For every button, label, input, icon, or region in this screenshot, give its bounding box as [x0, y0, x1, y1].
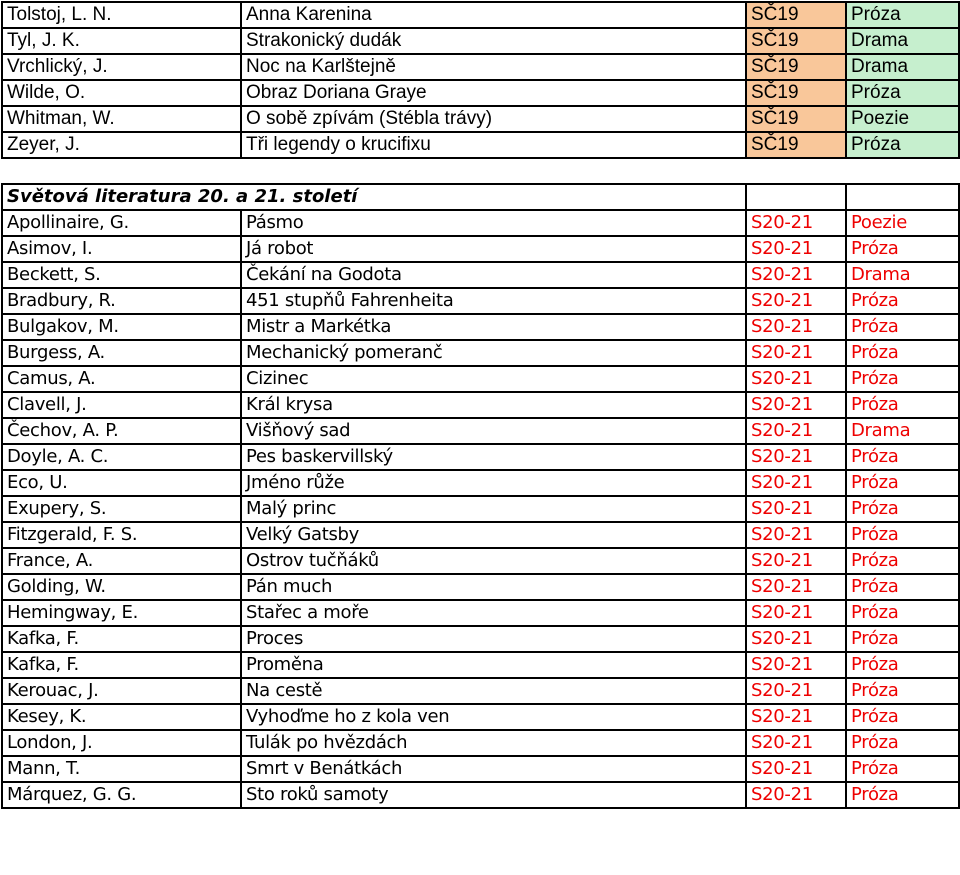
table-row — [2, 574, 959, 600]
genre-cell: Próza — [846, 340, 959, 366]
era-cell: S20-21 — [746, 470, 846, 496]
era-cell: S20-21 — [746, 210, 846, 236]
title-cell: Noc na Karlštejně — [241, 54, 746, 80]
era-cell: S20-21 — [746, 678, 846, 704]
spacer-cell — [846, 158, 959, 184]
author-cell: Čechov, A. P. — [2, 418, 241, 444]
title-cell: Já robot — [241, 236, 746, 262]
genre-cell: Drama — [846, 54, 959, 80]
era-cell: S20-21 — [746, 366, 846, 392]
table-row — [2, 600, 959, 626]
author-cell: Golding, W. — [2, 574, 241, 600]
table-row — [2, 522, 959, 548]
table-row — [2, 54, 959, 80]
title-cell: Stařec a moře — [241, 600, 746, 626]
genre-cell: Drama — [846, 262, 959, 288]
book-list-table — [1, 1, 960, 809]
author-cell: Clavell, J. — [2, 392, 241, 418]
era-cell: SČ19 — [746, 2, 846, 28]
genre-cell: Próza — [846, 314, 959, 340]
title-cell: Král krysa — [241, 392, 746, 418]
era-cell: S20-21 — [746, 600, 846, 626]
era-cell: S20-21 — [746, 522, 846, 548]
era-cell: S20-21 — [746, 392, 846, 418]
genre-cell: Próza — [846, 80, 959, 106]
title-cell: Mistr a Markétka — [241, 314, 746, 340]
era-cell: SČ19 — [746, 106, 846, 132]
genre-cell: Próza — [846, 574, 959, 600]
genre-cell: Próza — [846, 704, 959, 730]
spacer-cell — [241, 158, 746, 184]
author-cell: Kafka, F. — [2, 652, 241, 678]
era-cell: S20-21 — [746, 626, 846, 652]
author-cell: Fitzgerald, F. S. — [2, 522, 241, 548]
era-cell: S20-21 — [746, 574, 846, 600]
author-cell: Wilde, O. — [2, 80, 241, 106]
table-row — [2, 262, 959, 288]
empty-cell — [746, 184, 846, 210]
genre-cell: Próza — [846, 730, 959, 756]
table-row — [2, 210, 959, 236]
table-row — [2, 470, 959, 496]
author-cell: Burgess, A. — [2, 340, 241, 366]
era-cell: S20-21 — [746, 444, 846, 470]
genre-cell: Próza — [846, 522, 959, 548]
era-cell: S20-21 — [746, 418, 846, 444]
spacer-row — [2, 158, 959, 184]
era-cell: S20-21 — [746, 548, 846, 574]
table-row — [2, 678, 959, 704]
author-cell: Zeyer, J. — [2, 132, 241, 158]
author-cell: Bulgakov, M. — [2, 314, 241, 340]
table-row — [2, 782, 959, 808]
title-cell: O sobě zpívám (Stébla trávy) — [241, 106, 746, 132]
table-row — [2, 80, 959, 106]
genre-cell: Próza — [846, 756, 959, 782]
table-row — [2, 106, 959, 132]
genre-cell: Próza — [846, 470, 959, 496]
table-row — [2, 314, 959, 340]
genre-cell: Próza — [846, 444, 959, 470]
genre-cell: Poezie — [846, 210, 959, 236]
genre-cell: Próza — [846, 132, 959, 158]
genre-cell: Próza — [846, 236, 959, 262]
title-cell: Mechanický pomeranč — [241, 340, 746, 366]
table-row — [2, 730, 959, 756]
title-cell: Pán much — [241, 574, 746, 600]
section-header-row — [2, 184, 959, 210]
title-cell: Pes baskervillský — [241, 444, 746, 470]
author-cell: Kerouac, J. — [2, 678, 241, 704]
genre-cell: Drama — [846, 28, 959, 54]
era-cell: S20-21 — [746, 756, 846, 782]
title-cell: Jméno růže — [241, 470, 746, 496]
book-list-body — [2, 2, 959, 808]
era-cell: SČ19 — [746, 54, 846, 80]
title-cell: Višňový sad — [241, 418, 746, 444]
author-cell: Márquez, G. G. — [2, 782, 241, 808]
era-cell: S20-21 — [746, 496, 846, 522]
title-cell: Vyhoďme ho z kola ven — [241, 704, 746, 730]
era-cell: S20-21 — [746, 704, 846, 730]
title-cell: Tři legendy o krucifixu — [241, 132, 746, 158]
section-title: Světová literatura 20. a 21. století — [2, 184, 746, 210]
author-cell: France, A. — [2, 548, 241, 574]
title-cell: Tulák po hvězdách — [241, 730, 746, 756]
genre-cell: Próza — [846, 782, 959, 808]
title-cell: Sto roků samoty — [241, 782, 746, 808]
author-cell: Whitman, W. — [2, 106, 241, 132]
title-cell: Velký Gatsby — [241, 522, 746, 548]
genre-cell: Poezie — [846, 106, 959, 132]
author-cell: London, J. — [2, 730, 241, 756]
author-cell: Eco, U. — [2, 470, 241, 496]
era-cell: S20-21 — [746, 652, 846, 678]
era-cell: S20-21 — [746, 288, 846, 314]
table-row — [2, 756, 959, 782]
table-row — [2, 626, 959, 652]
author-cell: Bradbury, R. — [2, 288, 241, 314]
title-cell: Na cestě — [241, 678, 746, 704]
era-cell: S20-21 — [746, 730, 846, 756]
table-row — [2, 548, 959, 574]
table-row — [2, 496, 959, 522]
title-cell: 451 stupňů Fahrenheita — [241, 288, 746, 314]
table-row — [2, 418, 959, 444]
genre-cell: Próza — [846, 392, 959, 418]
table-row — [2, 704, 959, 730]
spacer-cell — [746, 158, 846, 184]
title-cell: Anna Karenina — [241, 2, 746, 28]
title-cell: Smrt v Benátkách — [241, 756, 746, 782]
table-row — [2, 366, 959, 392]
title-cell: Strakonický dudák — [241, 28, 746, 54]
era-cell: S20-21 — [746, 236, 846, 262]
title-cell: Obraz Doriana Graye — [241, 80, 746, 106]
table-row — [2, 652, 959, 678]
table-row — [2, 28, 959, 54]
table-row — [2, 2, 959, 28]
title-cell: Čekání na Godota — [241, 262, 746, 288]
genre-cell: Próza — [846, 2, 959, 28]
spacer-cell — [2, 158, 241, 184]
era-cell: S20-21 — [746, 314, 846, 340]
genre-cell: Próza — [846, 600, 959, 626]
author-cell: Tyl, J. K. — [2, 28, 241, 54]
genre-cell: Próza — [846, 548, 959, 574]
table-row — [2, 236, 959, 262]
genre-cell: Próza — [846, 652, 959, 678]
table-row — [2, 392, 959, 418]
title-cell: Proces — [241, 626, 746, 652]
genre-cell: Próza — [846, 626, 959, 652]
genre-cell: Drama — [846, 418, 959, 444]
era-cell: SČ19 — [746, 80, 846, 106]
author-cell: Vrchlický, J. — [2, 54, 241, 80]
title-cell: Cizinec — [241, 366, 746, 392]
era-cell: SČ19 — [746, 132, 846, 158]
author-cell: Kesey, K. — [2, 704, 241, 730]
author-cell: Kafka, F. — [2, 626, 241, 652]
genre-cell: Próza — [846, 496, 959, 522]
era-cell: S20-21 — [746, 262, 846, 288]
author-cell: Exupery, S. — [2, 496, 241, 522]
title-cell: Malý princ — [241, 496, 746, 522]
author-cell: Tolstoj, L. N. — [2, 2, 241, 28]
author-cell: Apollinaire, G. — [2, 210, 241, 236]
era-cell: S20-21 — [746, 340, 846, 366]
table-row — [2, 340, 959, 366]
genre-cell: Próza — [846, 366, 959, 392]
era-cell: SČ19 — [746, 28, 846, 54]
author-cell: Asimov, I. — [2, 236, 241, 262]
table-row — [2, 288, 959, 314]
table-row — [2, 444, 959, 470]
title-cell: Pásmo — [241, 210, 746, 236]
genre-cell: Próza — [846, 288, 959, 314]
title-cell: Ostrov tučňáků — [241, 548, 746, 574]
title-cell: Proměna — [241, 652, 746, 678]
empty-cell — [846, 184, 959, 210]
author-cell: Beckett, S. — [2, 262, 241, 288]
author-cell: Doyle, A. C. — [2, 444, 241, 470]
table-row — [2, 132, 959, 158]
era-cell: S20-21 — [746, 782, 846, 808]
author-cell: Hemingway, E. — [2, 600, 241, 626]
genre-cell: Próza — [846, 678, 959, 704]
author-cell: Mann, T. — [2, 756, 241, 782]
author-cell: Camus, A. — [2, 366, 241, 392]
